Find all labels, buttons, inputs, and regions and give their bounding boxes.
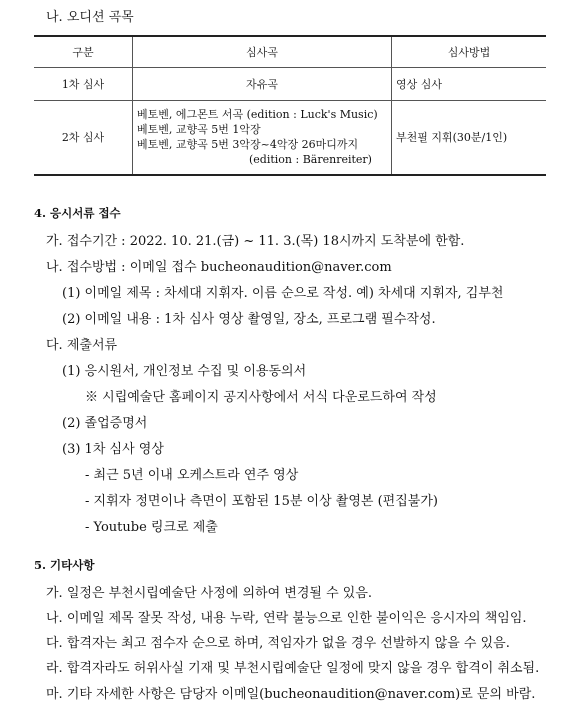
section4-title: 4. 응시서류 접수 xyxy=(34,206,121,220)
misc-item: 나. 이메일 제목 잘못 작성, 내용 누락, 연락 불능으로 인한 불이익은 응시자의 책임임. xyxy=(46,611,527,626)
misc-item: 가. 일정은 부천시립예술단 사정에 의하여 변경될 수 있음. xyxy=(46,586,373,601)
piece-line: 베토벤, 에그몬트 서곡 (edition : Luck's Music) xyxy=(137,108,378,122)
round-cell: 1차 심사 xyxy=(61,77,105,91)
header-pieces: 심사곡 xyxy=(133,36,392,67)
misc-item: 라. 합격자라도 허위사실 기재 및 부천시립예술단 일정에 맞지 않을 경우 합격이 취소됨. xyxy=(46,661,540,676)
document-item: (2) 졸업증명서 xyxy=(62,416,148,431)
table-row xyxy=(34,67,546,100)
submission-method: 나. 접수방법 : 이메일 접수 bucheonaudition@naver.com xyxy=(46,260,392,275)
document-item: (3) 1차 심사 영상 xyxy=(62,442,164,457)
round-cell: 2차 심사 xyxy=(61,131,105,145)
document-item: (1) 응시원서, 개인정보 수집 및 이용동의서 xyxy=(62,364,307,379)
pieces-cell: 자유곡 xyxy=(133,67,392,100)
video-requirement: - 지휘자 정면이나 측면이 포함된 15분 이상 촬영본 (편집불가) xyxy=(85,494,438,509)
piece-line: 베토벤, 교향곡 5번 3악장~4악장 26마디까지 xyxy=(137,138,359,152)
misc-item: 다. 합격자는 최고 점수자 순으로 하며, 적임자가 없을 경우 선발하지 않을 수 있음. xyxy=(46,636,510,651)
submission-period: 가. 접수기간 : 2022. 10. 21.(금) ~ 11. 3.(목) 18시까지 도착분에 한함. xyxy=(46,234,465,249)
email-content-rule: (2) 이메일 내용 : 1차 심사 영상 촬영일, 장소, 프로그램 필수작성. xyxy=(62,312,436,327)
misc-item: 마. 기타 자세한 사항은 담당자 이메일(bucheonaudition@naver.com)로 문의 바람. xyxy=(46,687,536,702)
table-header-row xyxy=(34,36,546,67)
pieces-cell xyxy=(133,100,392,175)
documents-title: 다. 제출서류 xyxy=(46,338,118,353)
method-cell: 영상 심사 xyxy=(392,67,547,100)
email-subject-rule: (1) 이메일 제목 : 차세대 지휘자. 이름 순으로 작성. 예) 차세대 지휘자, 김부천 xyxy=(62,286,504,301)
section-na-title: 나. 오디션 곡목 xyxy=(46,10,134,25)
header-category: 구분 xyxy=(72,45,94,59)
table-row xyxy=(34,100,546,175)
piece-line: 베토벤, 교향곡 5번 1악장 xyxy=(137,123,261,137)
piece-line: (edition : Bärenreiter) xyxy=(249,153,372,167)
document-note: ※ 시립예술단 홈페이지 공지사항에서 서식 다운로드하여 작성 xyxy=(85,390,437,405)
video-requirement: - 최근 5년 이내 오케스트라 연주 영상 xyxy=(85,468,299,483)
audition-table xyxy=(34,35,546,176)
video-requirement: - Youtube 링크로 제출 xyxy=(85,520,218,535)
section5-title: 5. 기타사항 xyxy=(34,558,95,572)
header-method: 심사방법 xyxy=(392,36,547,67)
method-cell: 부천필 지휘(30분/1인) xyxy=(392,100,547,175)
